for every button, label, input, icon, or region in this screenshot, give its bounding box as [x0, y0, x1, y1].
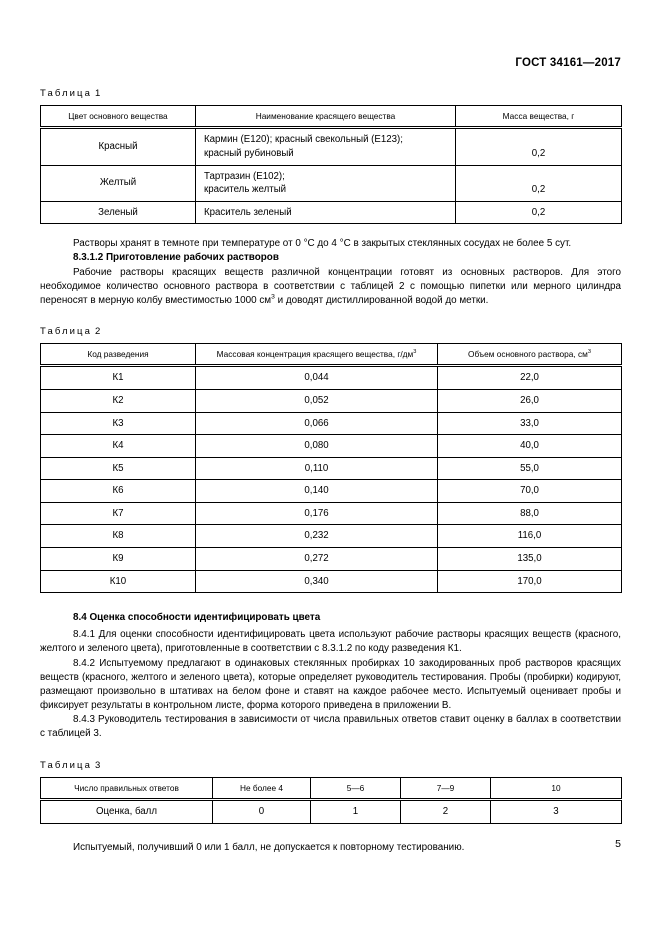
- heading-8-3-1-2: 8.3.1.2 Приготовление рабочих растворов: [73, 252, 279, 264]
- table2-header-code-text: Код разведения: [87, 349, 149, 360]
- table2-code-value: К7: [112, 507, 124, 519]
- table1-caption-label: Таблица: [40, 88, 92, 99]
- table1-cell-mass: [456, 165, 622, 201]
- table3-header-answers: [41, 777, 213, 799]
- table2-volume-value: 170,0: [517, 575, 542, 587]
- table-row: [41, 412, 622, 435]
- table2-header-concentration-text: [196, 344, 437, 364]
- table2-cell-volume: [438, 502, 622, 525]
- table1-caption-number: 1: [94, 88, 101, 99]
- table1-header-row: [41, 106, 622, 128]
- table2-cell-concentration: [196, 548, 438, 571]
- table2-body: [41, 366, 622, 593]
- table2-caption-label: Таблица: [40, 326, 92, 338]
- table-2: [40, 343, 622, 593]
- table3-cell-score-2: [311, 799, 401, 823]
- table2-volume-value: 33,0: [520, 417, 539, 429]
- table2-cell-volume: [438, 457, 622, 480]
- table2-code-value: К6: [112, 485, 124, 497]
- heading-8-4: 8.4 Оценка способности идентифицировать цвета: [73, 612, 321, 624]
- table2-concentration-value: 0,140: [304, 485, 329, 497]
- table1-caption: [40, 88, 621, 99]
- table2-code-value: К1: [112, 372, 124, 384]
- paragraph-8-3-1-2-part1: Рабочие растворы красящих веществ различной концентрации готовят из основных растворов. Для этого необходимое количество основного раствора в соответствии с таблицей 2 с помощью пипетки или мерного цилиндра переносят в мерную колбу вместимостью 1000 см: [40, 266, 621, 306]
- table3-header-row: [41, 777, 622, 799]
- table2-cell-concentration: [196, 366, 438, 390]
- table2-concentration-value: 0,176: [304, 507, 329, 519]
- table1-cell-color: [41, 201, 196, 224]
- table-row: [41, 389, 622, 412]
- table1-cell-color: [41, 165, 196, 201]
- table3-cell-score-label: [41, 799, 213, 823]
- table2-cell-code: [41, 502, 196, 525]
- table3-caption: [40, 760, 621, 771]
- table2-header-concentration-sup: 3: [413, 349, 417, 356]
- table2-cell-concentration: [196, 570, 438, 593]
- table3-cell-score-3: [401, 799, 491, 823]
- table2-cell-concentration: [196, 435, 438, 458]
- table3-head: [41, 777, 622, 799]
- table2-code-value: К10: [109, 575, 127, 587]
- table2-cell-volume: [438, 366, 622, 390]
- table1-substance-value: [196, 129, 455, 164]
- table2-concentration-value: 0,080: [304, 440, 329, 452]
- table2-header-volume-text: [438, 344, 621, 364]
- table3-caption-number: 3: [94, 759, 101, 771]
- table2-head: [41, 344, 622, 366]
- table-row: [41, 128, 622, 165]
- table2-header-concentration-label: Массовая концентрация красящего вещества, г/дм: [216, 349, 414, 360]
- table-row: [41, 480, 622, 503]
- paragraph-8-4-2: 8.4.2 Испытуемому предлагают в одинаковых стеклянных пробирках 10 закодированных проб растворов красящих веществ (красного, желтого и зеленого цвета), которые определяет руководитель тестирования. Пробы (пробирки) кодируют, размещают произвольно в штативах на белом фоне и ставят на каждое рабочее место. Испытуемый оценивает пробы и фиксирует результаты в контрольном листе, форма которого приведена в приложении В.: [40, 657, 621, 712]
- table2-cell-volume: [438, 480, 622, 503]
- table1-mass-value: 0,2: [531, 147, 546, 159]
- table1-header-color: [41, 106, 196, 128]
- paragraph-storage-conditions: Растворы хранят в темноте при температуре от 0 °С до 4 °С в закрытых стеклянных сосудах не более 5 сут.: [73, 238, 572, 250]
- table3-score-4-value: 3: [553, 805, 559, 817]
- table1-cell-substance: [196, 165, 456, 201]
- table3-header-range-3-text: 7—9: [436, 782, 455, 793]
- table3-header-range-2-text: 5—6: [346, 782, 365, 793]
- table2-code-value: К5: [112, 462, 124, 474]
- table-row: [41, 548, 622, 571]
- superscript-cubic: 3: [271, 293, 275, 301]
- table2-code-value: К3: [112, 417, 124, 429]
- table1-substance-value: [196, 166, 455, 201]
- table2-cell-volume: [438, 389, 622, 412]
- paragraph-8-4-1: 8.4.1 Для оценки способности идентифицировать цвета используют рабочие растворы красящих веществ (красного, желтого и зеленого цвета), приготовленные в соответствии с 8.3.1.2 по коду разведения К1.: [40, 629, 621, 655]
- page-content: [40, 0, 621, 855]
- table2-code-value: К2: [112, 394, 124, 406]
- table1-cell-color: [41, 128, 196, 165]
- table2-cell-code: [41, 435, 196, 458]
- table2-cell-volume: [438, 412, 622, 435]
- table1-head: [41, 106, 622, 128]
- table2-cell-code: [41, 480, 196, 503]
- table1-cell-mass: [456, 128, 622, 165]
- table2-volume-value: 40,0: [520, 440, 539, 452]
- table2-header-concentration: [196, 344, 438, 366]
- table2-volume-value: 26,0: [520, 394, 539, 406]
- table-1: [40, 105, 622, 224]
- table2-cell-code: [41, 366, 196, 390]
- table2-cell-code: [41, 389, 196, 412]
- table1-cell-mass: [456, 201, 622, 224]
- table3-score-2-value: 1: [352, 805, 359, 817]
- table-row: [41, 799, 622, 823]
- table2-volume-value: 22,0: [520, 372, 539, 384]
- page-number: 5: [615, 838, 621, 850]
- table-row: [41, 502, 622, 525]
- table3-cell-score-4: [491, 799, 622, 823]
- table2-code-value: К4: [112, 440, 124, 452]
- table1-color-value: Красный: [98, 141, 138, 153]
- table3-cell-score-1: [213, 799, 311, 823]
- table2-cell-concentration: [196, 457, 438, 480]
- table2-cell-concentration: [196, 502, 438, 525]
- paragraph-8-4-3: 8.4.3 Руководитель тестирования в зависимости от числа правильных ответов ставит оценку в баллах в соответствии с таблицей 3.: [40, 714, 621, 740]
- table2-cell-volume: [438, 435, 622, 458]
- table3-header-range-4-text: 10: [551, 782, 561, 793]
- table-row: [41, 201, 622, 224]
- table1-cell-substance: [196, 128, 456, 165]
- table3-header-range-2: [311, 777, 401, 799]
- table3-header-range-3: [401, 777, 491, 799]
- table3-score-1-value: 0: [258, 805, 265, 817]
- table2-cell-code: [41, 525, 196, 548]
- table2-cell-concentration: [196, 412, 438, 435]
- table1-body: [41, 128, 622, 224]
- table2-header-code: [41, 344, 196, 366]
- table2-cell-code: [41, 457, 196, 480]
- table2-code-value: К9: [112, 553, 124, 565]
- table1-substance-line1: Кармин (Е120); красный свекольный (Е123);: [204, 134, 403, 146]
- table3-header-range-4: [491, 777, 622, 799]
- table-row: [41, 435, 622, 458]
- table2-cell-concentration: [196, 389, 438, 412]
- table2-volume-value: 55,0: [520, 462, 539, 474]
- table2-header-volume-sup: 3: [587, 349, 591, 356]
- table2-cell-volume: [438, 570, 622, 593]
- paragraph-8-3-1-2: [40, 266, 621, 308]
- table2-caption: [40, 326, 621, 337]
- table1-mass-value: 0,2: [531, 206, 546, 218]
- table1-color-value: Желтый: [99, 177, 137, 189]
- table2-concentration-value: 0,052: [304, 394, 329, 406]
- table3-score-3-value: 2: [442, 805, 449, 817]
- table1-cell-substance: [196, 201, 456, 224]
- paragraph-8-3-1-2-part2: и доводят дистиллированной водой до метки.: [274, 294, 489, 306]
- table1-substance-value: Краситель зеленый: [204, 206, 292, 218]
- table3-header-range-1-text: Не более 4: [239, 782, 284, 793]
- table1-header-mass: [456, 106, 622, 128]
- table2-cell-volume: [438, 548, 622, 571]
- table2-header-volume: [438, 344, 622, 366]
- table1-color-value: Зеленый: [98, 206, 138, 218]
- table3-body: [41, 799, 622, 823]
- table2-volume-value: 88,0: [520, 507, 539, 519]
- table1-header-color-text: Цвет основного вещества: [68, 111, 168, 121]
- running-head-standard-number: ГОСТ 34161—2017: [515, 57, 621, 69]
- table1-header-substance: [196, 106, 456, 128]
- table3-caption-label: Таблица: [40, 759, 92, 771]
- table2-cell-code: [41, 570, 196, 593]
- table2-concentration-value: 0,044: [304, 372, 329, 384]
- table2-concentration-value: 0,066: [304, 417, 329, 429]
- table1-header-mass-text: Масса вещества, г: [502, 111, 575, 121]
- table2-header-volume-label: Объем основного раствора, см: [467, 349, 588, 360]
- table1-substance-line2: красный рубиновый: [204, 147, 294, 159]
- table2-cell-concentration: [196, 480, 438, 503]
- table1-substance-line1: Тартразин (Е102);: [204, 170, 285, 182]
- table2-concentration-value: 0,272: [304, 553, 329, 565]
- table1-header-substance-text: Наименование красящего вещества: [255, 111, 396, 121]
- table2-header-row: [41, 344, 622, 366]
- table2-volume-value: 135,0: [517, 553, 542, 565]
- table2-cell-volume: [438, 525, 622, 548]
- table2-cell-concentration: [196, 525, 438, 548]
- table-row: [41, 457, 622, 480]
- table2-caption-number: 2: [94, 326, 101, 338]
- table2-concentration-value: 0,110: [304, 462, 329, 474]
- table-row: [41, 165, 622, 201]
- table-row: [41, 570, 622, 593]
- table-row: [41, 525, 622, 548]
- paragraph-final-note: Испытуемый, получивший 0 или 1 балл, не допускается к повторному тестированию.: [73, 841, 465, 853]
- table2-code-value: К8: [112, 530, 124, 542]
- table2-concentration-value: 0,340: [304, 575, 329, 587]
- table2-volume-value: 116,0: [517, 530, 542, 542]
- table2-cell-code: [41, 548, 196, 571]
- table2-concentration-value: 0,232: [304, 530, 329, 542]
- table1-substance-line2: краситель желтый: [204, 184, 287, 196]
- table2-cell-code: [41, 412, 196, 435]
- table2-volume-value: 70,0: [520, 485, 539, 497]
- table-3: [40, 777, 622, 824]
- table3-score-label-value: Оценка, балл: [96, 805, 157, 817]
- table3-header-answers-text: Число правильных ответов: [74, 782, 179, 793]
- table1-mass-value: 0,2: [531, 183, 546, 195]
- table3-header-range-1: [213, 777, 311, 799]
- table-row: [41, 366, 622, 390]
